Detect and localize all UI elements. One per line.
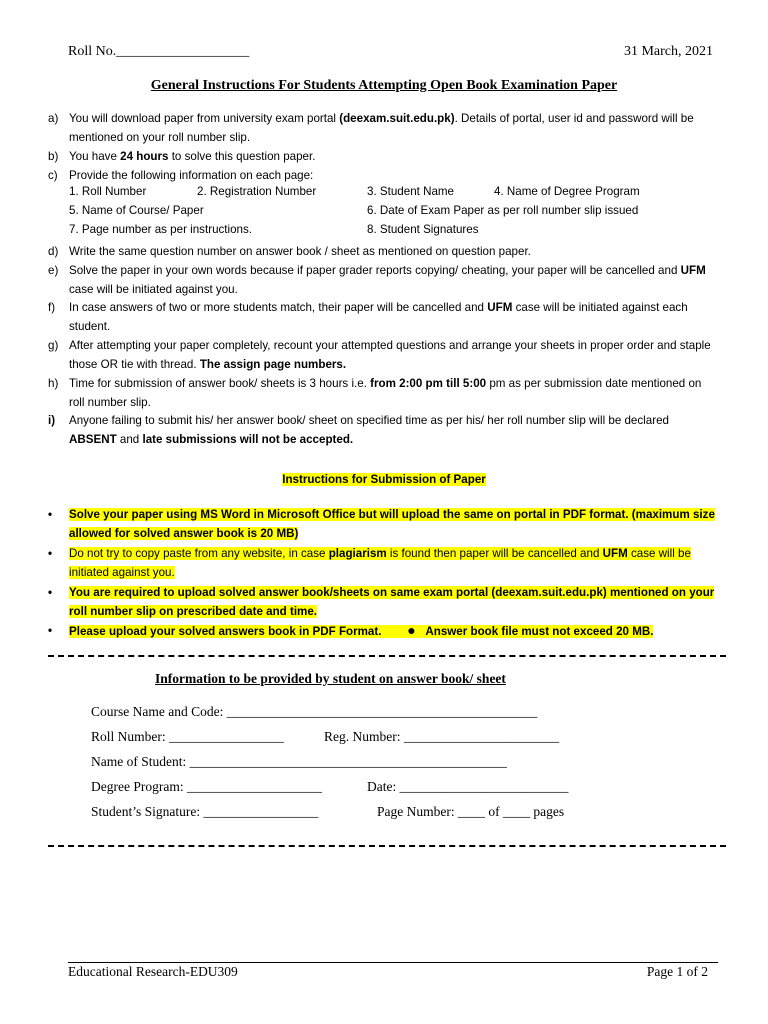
cut-line-divider — [48, 845, 726, 847]
roll-number-header: Roll No.___________________ — [68, 44, 250, 59]
instruction-e: e) Solve the paper in your own words because if paper grader reports copying/ cheating, your paper will be cancelled and UFM case will be initiated against you. — [48, 261, 718, 299]
page-indicator: Page 1 of 2 — [646, 964, 708, 979]
submission-bullet-1: • Solve your paper using MS Word in Microsoft Office but will upload the same on portal in PDF format. (maximum size allowed for solved answer book is 20 MB) — [48, 505, 718, 543]
signature-field: Student’s Signature: _________________ — [91, 804, 319, 819]
instruction-a: a) You will download paper from university exam portal (deexam.suit.edu.pk). Details of portal, user id and password will be mentioned on your roll number slip. — [48, 109, 718, 147]
footer-divider — [68, 962, 718, 963]
date-field: Date: _________________________ — [367, 779, 569, 794]
instruction-g: g) After attempting your paper completely, recount your attempted questions and arrange your sheets in proper order and staple those OR tie with thread. The assign page numbers. — [48, 336, 718, 374]
instruction-b: b) You have 24 hours to solve this question paper. — [48, 147, 718, 166]
bullet-icon: • — [48, 586, 53, 599]
instruction-label: e) — [48, 264, 59, 277]
instruction-label: h) — [48, 377, 59, 390]
bullet-icon: • — [48, 508, 53, 521]
course-code-footer: Educational Research-EDU309 — [68, 964, 238, 979]
info-list-item: 4. Name of Degree Program — [494, 185, 640, 198]
bullet-icon: • — [48, 624, 53, 637]
instruction-label: d) — [48, 245, 59, 258]
degree-program-field: Degree Program: ____________________ — [91, 779, 322, 794]
page-number-field: Page Number: ____ of ____ pages — [377, 804, 565, 819]
instruction-f: f) In case answers of two or more students match, their paper will be cancelled and UFM case will be initiated against each student. — [48, 298, 718, 336]
exam-date: 31 March, 2021 — [623, 44, 713, 59]
instruction-d: d) Write the same question number on answer book / sheet as mentioned on question paper. — [48, 242, 718, 261]
info-section-title: Information to be provided by student on answer book/ sheet — [155, 671, 506, 686]
info-list-item: 8. Student Signatures — [367, 223, 479, 236]
reg-number-field: Reg. Number: _______________________ — [324, 729, 560, 744]
student-name-field: Name of Student: _______________________________________________ — [91, 754, 507, 769]
bullet-icon: ● — [407, 622, 416, 638]
info-list-item: 7. Page number as per instructions. — [69, 223, 253, 236]
submission-bullet-4: • Please upload your solved answers book in PDF Format. ● Answer book file must not exceed 20 MB. — [48, 622, 654, 638]
bullet-icon: • — [48, 547, 53, 560]
info-list-item: 2. Registration Number — [197, 185, 317, 198]
submission-bullet-2: • Do not try to copy paste from any website, in case plagiarism is found then paper will be cancelled and UFM case will be initiated against you. — [48, 544, 718, 582]
submission-title: Instructions for Submission of Paper — [282, 473, 486, 486]
portal-url: (deexam.suit.edu.pk) — [339, 112, 455, 125]
instruction-label: a) — [48, 112, 59, 125]
instruction-h: h) Time for submission of answer book/ sheets is 3 hours i.e. from 2:00 pm till 5:00 pm as per submission date mentioned on roll number slip. — [48, 374, 718, 412]
page-title: General Instructions For Students Attempting Open Book Examination Paper — [150, 78, 618, 93]
instruction-label: b) — [48, 150, 59, 163]
info-list-item: 3. Student Name — [367, 185, 455, 198]
instruction-label: g) — [48, 339, 59, 352]
info-list-item: 1. Roll Number — [69, 185, 147, 198]
roll-number-field: Roll Number: _________________ — [91, 729, 284, 744]
submission-bullet-3: • You are required to upload solved answer book/sheets on same exam portal (deexam.suit.edu.pk) mentioned on your roll number slip on prescribed date and time. — [48, 583, 718, 621]
info-list-item: 6. Date of Exam Paper as per roll number slip issued — [367, 204, 639, 217]
instruction-c: c) Provide the following information on each page: — [48, 166, 718, 185]
instruction-label: f) — [48, 301, 56, 314]
cut-line-divider — [48, 655, 726, 657]
instruction-i: i) Anyone failing to submit his/ her answer book/ sheet on specified time as per his/ her roll number slip will be declared ABSENT and late submissions will not be accepted. — [48, 411, 718, 449]
instruction-label: i) — [48, 414, 56, 427]
instruction-label: c) — [48, 169, 58, 182]
course-name-field: Course Name and Code: ______________________________________________ — [91, 704, 538, 719]
info-list-item: 5. Name of Course/ Paper — [69, 204, 204, 217]
